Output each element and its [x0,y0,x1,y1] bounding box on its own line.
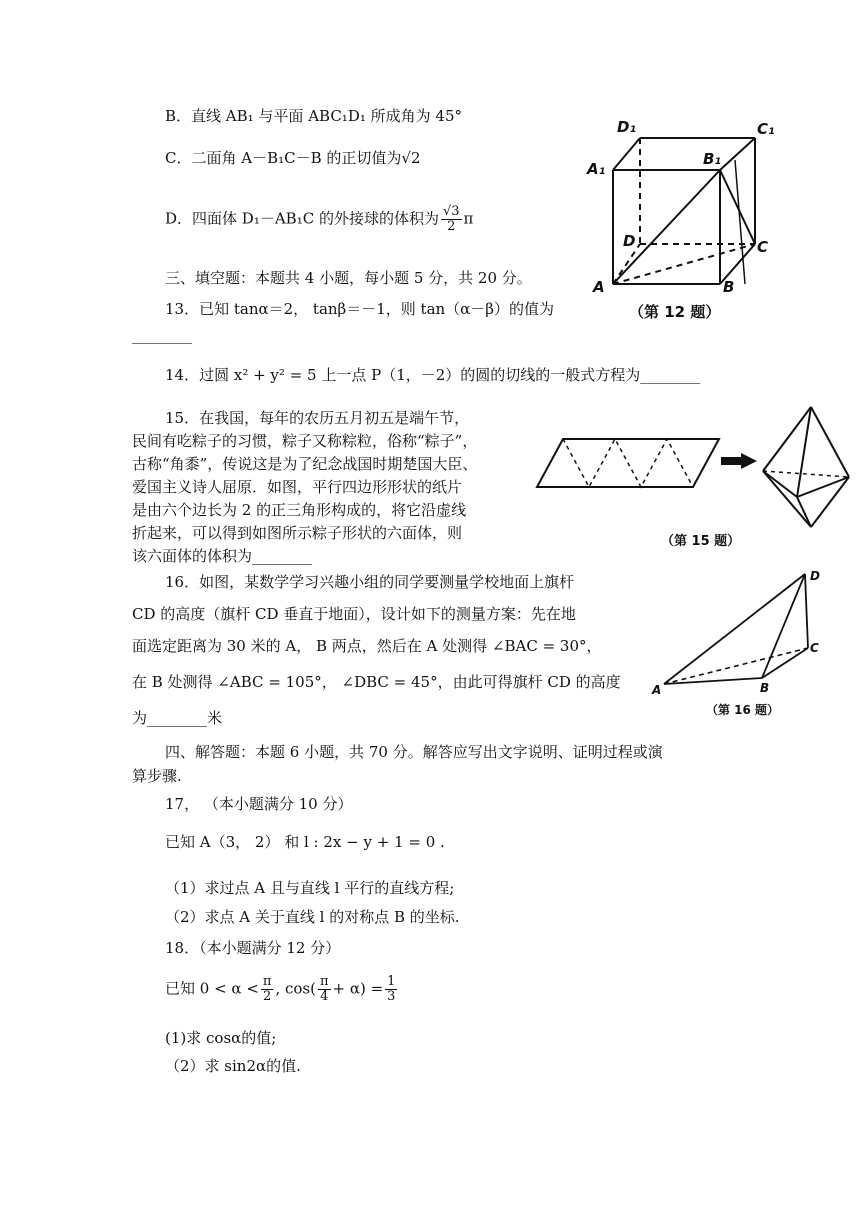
fraction-pi-over-4 [318,975,331,1004]
fraction-numerator: √3 [442,204,460,219]
q16-line-5: 为________米 [132,709,223,727]
q12-option-d-fraction [441,205,462,234]
fraction-denominator: 2 [263,989,272,1004]
q15-line-3: 古称“角黍”，传说这是为了纪念战国时期楚国大臣、 [132,455,478,473]
fraction-numerator: π [262,974,272,989]
q18-given-mid2: + α) = [332,979,384,998]
figure-15-caption: （第 15 题） [661,534,741,549]
q18-title: 18．（本小题满分 12 分） [165,939,341,957]
q16-line-1: 16．如图，某数学学习兴趣小组的同学要测量学校地面上旗杆 [165,573,575,591]
label-d: D [810,569,820,583]
fraction-denominator: 2 [447,219,456,234]
q17-given: 已知 A（3， 2） 和 l : 2x − y + 1 = 0 . [165,833,445,851]
figure-12-caption: （第 12 题） [629,303,721,321]
line-bd [762,574,805,678]
q15-line-1: 15．在我国，每年的农历五月初五是端午节， [165,409,470,427]
arrow-icon [721,453,757,469]
q15-line-6: 折起来，可以得到如图所示粽子形状的六面体，则 [132,524,463,542]
label-c: C [757,238,769,256]
q12-option-d [165,205,473,234]
hexa-edge [763,471,797,497]
q17-part1: （1）求过点 A 且与直线 l 平行的直线方程; [165,879,455,897]
figure-16-caption: （第 16 题） [706,703,780,717]
q18-part2: （2）求 sin2α的值. [165,1057,301,1075]
q12-option-d-suffix: π [463,209,474,228]
line-ad [664,574,805,684]
line-dc [805,574,808,648]
line-ab [664,678,762,684]
q13-blank: ________ [132,326,192,344]
edge-d1a1 [613,138,640,170]
q16-line-2: CD 的高度（旗杆 CD 垂直于地面），设计如下的测量方案：先在地 [132,605,576,623]
fold-lines [563,439,693,487]
fraction-denominator: 3 [387,989,396,1004]
q16-line-3: 面选定距离为 30 米的 A， B 两点，然后在 A 处测得 ∠BAC = 30°， [132,637,602,655]
fraction-denominator: 4 [320,989,329,1004]
label-a1: A₁ [587,160,606,178]
hexa-hidden-edge [763,471,849,477]
q15-line-5: 是由六个边长为 2 的正三角形构成的，将它沿虚线 [132,501,467,519]
q15-line-2: 民间有吃粽子的习惯，粽子又称粽粒，俗称“粽子”， [132,432,478,450]
label-a: A [652,683,662,697]
label-b: B [760,681,770,695]
q17-part2: （2）求点 A 关于直线 l 的对称点 B 的坐标. [165,908,460,926]
line-ac [664,648,808,684]
fraction-pi-over-2 [261,975,274,1004]
label-c: C [810,641,819,655]
q13-text: 13．已知 tanα＝2， tanβ＝－1，则 tan（α－β）的值为 [165,300,554,318]
hexa-edge [797,407,811,497]
section-3-heading: 三、填空题：本题共 4 小题，每小题 5 分，共 20 分。 [165,269,532,287]
label-a: A [593,278,605,296]
fraction-numerator: π [319,974,329,989]
q14-text: 14．过圆 x² + y² = 5 上一点 P（1，－2）的圆的切线的一般式方程为________ [165,366,701,384]
fraction-numerator: 1 [387,974,396,989]
label-d1: D₁ [617,118,637,136]
zongzi-figure [535,403,855,558]
cube-figure [585,112,785,324]
q16-line-4: 在 B 处测得 ∠ABC = 105°， ∠DBC = 45°，由此可得旗杆 CD 的高度 [132,673,621,691]
q18-given-prefix: 已知 0 < α < [165,979,259,998]
q18-part1: (1)求 cosα的值; [165,1029,277,1047]
diag-b1c [720,170,755,244]
q12-option-d-prefix: D．四面体 D₁－AB₁C 的外接球的体积为 [165,209,439,228]
section-4-heading-cont: 算步骤. [132,767,182,785]
q12-option-c: C．二面角 A－B₁C－B 的正切值为√2 [165,149,421,167]
label-b: B [723,278,735,296]
hexa-edge [763,407,811,471]
fraction-one-third [385,975,397,1004]
edge-c1b1 [720,138,755,170]
q12-option-b: B．直线 AB₁ 与平面 ABC₁D₁ 所成角为 45° [165,107,462,125]
q15-line-7: 该六面体的体积为________ [132,547,313,565]
hexa-edge [763,471,811,527]
label-d: D [623,232,636,250]
q18-given [165,975,399,1004]
label-b1: B₁ [703,150,722,168]
diag-ab1 [613,170,720,284]
q18-given-mid: , cos( [275,979,316,998]
hexa-edge [811,407,849,477]
q15-line-4: 爱国主义诗人屈原．如图，平行四边形形状的纸片 [132,478,463,496]
label-c1: C₁ [757,120,775,138]
section-4-heading: 四、解答题：本题 6 小题，共 70 分。解答应写出文字说明、证明过程或演 [165,743,663,761]
flagpole-figure [650,566,835,726]
q17-title: 17， （本小题满分 10 分） [165,795,353,813]
